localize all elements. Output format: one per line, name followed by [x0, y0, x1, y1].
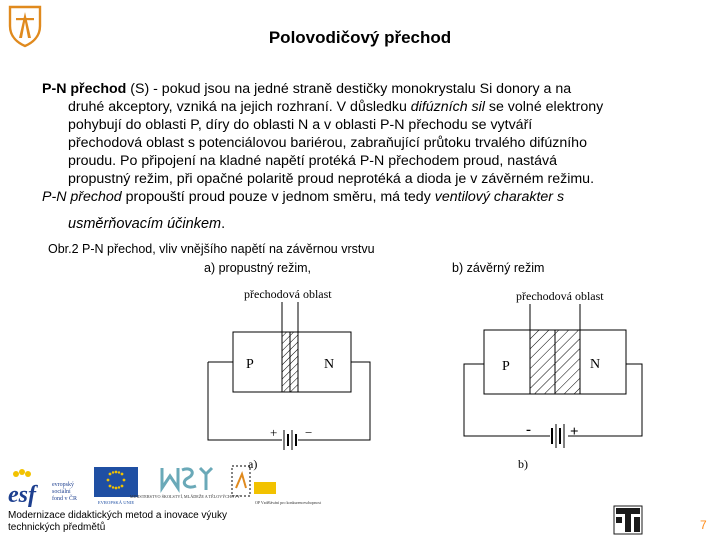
- esf-logo-caption: sociální: [52, 489, 71, 495]
- term-diffusion-forces: difúzních sil: [410, 99, 485, 115]
- paragraph-line-4: přechodová oblast s potenciálovou bariérou, zabraňující průtoku trvalého difúzního: [68, 135, 587, 151]
- diagram-label-a: a): [248, 457, 258, 471]
- footer-line-2: technických předmětů: [8, 522, 106, 533]
- term-rectifying-effect: usměrňovacím účinkem: [68, 216, 222, 232]
- eu-flag-logo: [92, 466, 140, 506]
- esf-logo-caption: fond v ČR: [52, 496, 78, 502]
- page-number: 7: [700, 518, 707, 532]
- esf-logo-text: esf: [8, 482, 36, 508]
- figure-caption: Obr.2 P-N přechod, vliv vnějšího napětí na závěrnou vrstvu: [48, 242, 375, 256]
- paragraph-text: (S) - pokud jsou na jedné straně destičky monokrystalu Si donory a na: [126, 81, 572, 97]
- paragraph-line-3: pohybují do oblasti P, díry do oblasti N a v oblasti P-N přechodu se vytváří: [68, 117, 533, 133]
- esf-logo: [8, 466, 86, 506]
- msmt-logo: [129, 464, 241, 508]
- diagram-forward-bias: [200, 284, 380, 474]
- eu-logo-caption: EVROPSKÁ UNIE: [97, 500, 135, 505]
- battery-plus-sign: +: [570, 424, 579, 440]
- op-vk-logo: [230, 464, 322, 508]
- op-logo-caption: OP Vzdělávání pro konkurenceschopnost: [255, 500, 322, 505]
- paragraph-line-2: [42, 98, 682, 116]
- term-pn-junction: P-N přechod: [42, 81, 127, 97]
- paragraph-text: se volné elektrony: [484, 99, 604, 115]
- paragraph-line-6: propustný režim, při opačné polaritě proud neprotéká a dioda je v závěrném režimu.: [68, 171, 595, 187]
- paragraph-text: .: [221, 216, 226, 232]
- footer-text: [8, 510, 268, 534]
- junction-region-label: přechodová oblast: [516, 289, 604, 303]
- diagram-label-b: b): [518, 457, 528, 471]
- term-pn-junction: P-N přechod: [42, 189, 122, 205]
- battery-plus-sign: +: [270, 425, 278, 440]
- msmt-logo-caption: MINISTERSTVO ŠKOLSTVÍ, MLÁDEŽE A TĚLOVÝCHOVY: [129, 494, 241, 499]
- esf-logo-caption: evropský: [52, 482, 74, 488]
- footer-line-1: Modernizace didaktických metod a inovace výuky: [8, 510, 227, 521]
- battery-minus-sign: -: [526, 422, 531, 438]
- body-paragraph: [42, 80, 682, 206]
- paragraph-text: propouští proud pouze v jednom směru, má tedy: [121, 189, 435, 205]
- paragraph-line-1: [42, 80, 682, 98]
- paragraph-tail: [68, 216, 225, 232]
- brand-logo-icon: [614, 506, 642, 534]
- battery-minus-sign: −: [305, 425, 313, 440]
- diagram-reverse-bias: [456, 284, 656, 474]
- figure-caption-b: b) závěrný režim: [452, 261, 545, 275]
- figure-caption-a: a) propustný režim,: [204, 261, 311, 275]
- p-region-label: P: [502, 359, 510, 374]
- n-region-label: N: [324, 357, 335, 372]
- term-valve-character: ventilový charakter s: [434, 189, 565, 205]
- paragraph-line-7: [42, 188, 682, 206]
- slide-title: Polovodičový přechod: [268, 28, 452, 47]
- junction-region-label: přechodová oblast: [244, 287, 332, 301]
- paragraph-text: druhé akceptory, vzniká na jejich rozhraní. V důsledku: [68, 99, 407, 115]
- n-region-label: N: [590, 357, 601, 372]
- p-region-label: P: [246, 357, 254, 372]
- paragraph-line-5: proudu. Po připojení na kladné napětí protéká P-N přechodem proud, nastává: [68, 153, 557, 169]
